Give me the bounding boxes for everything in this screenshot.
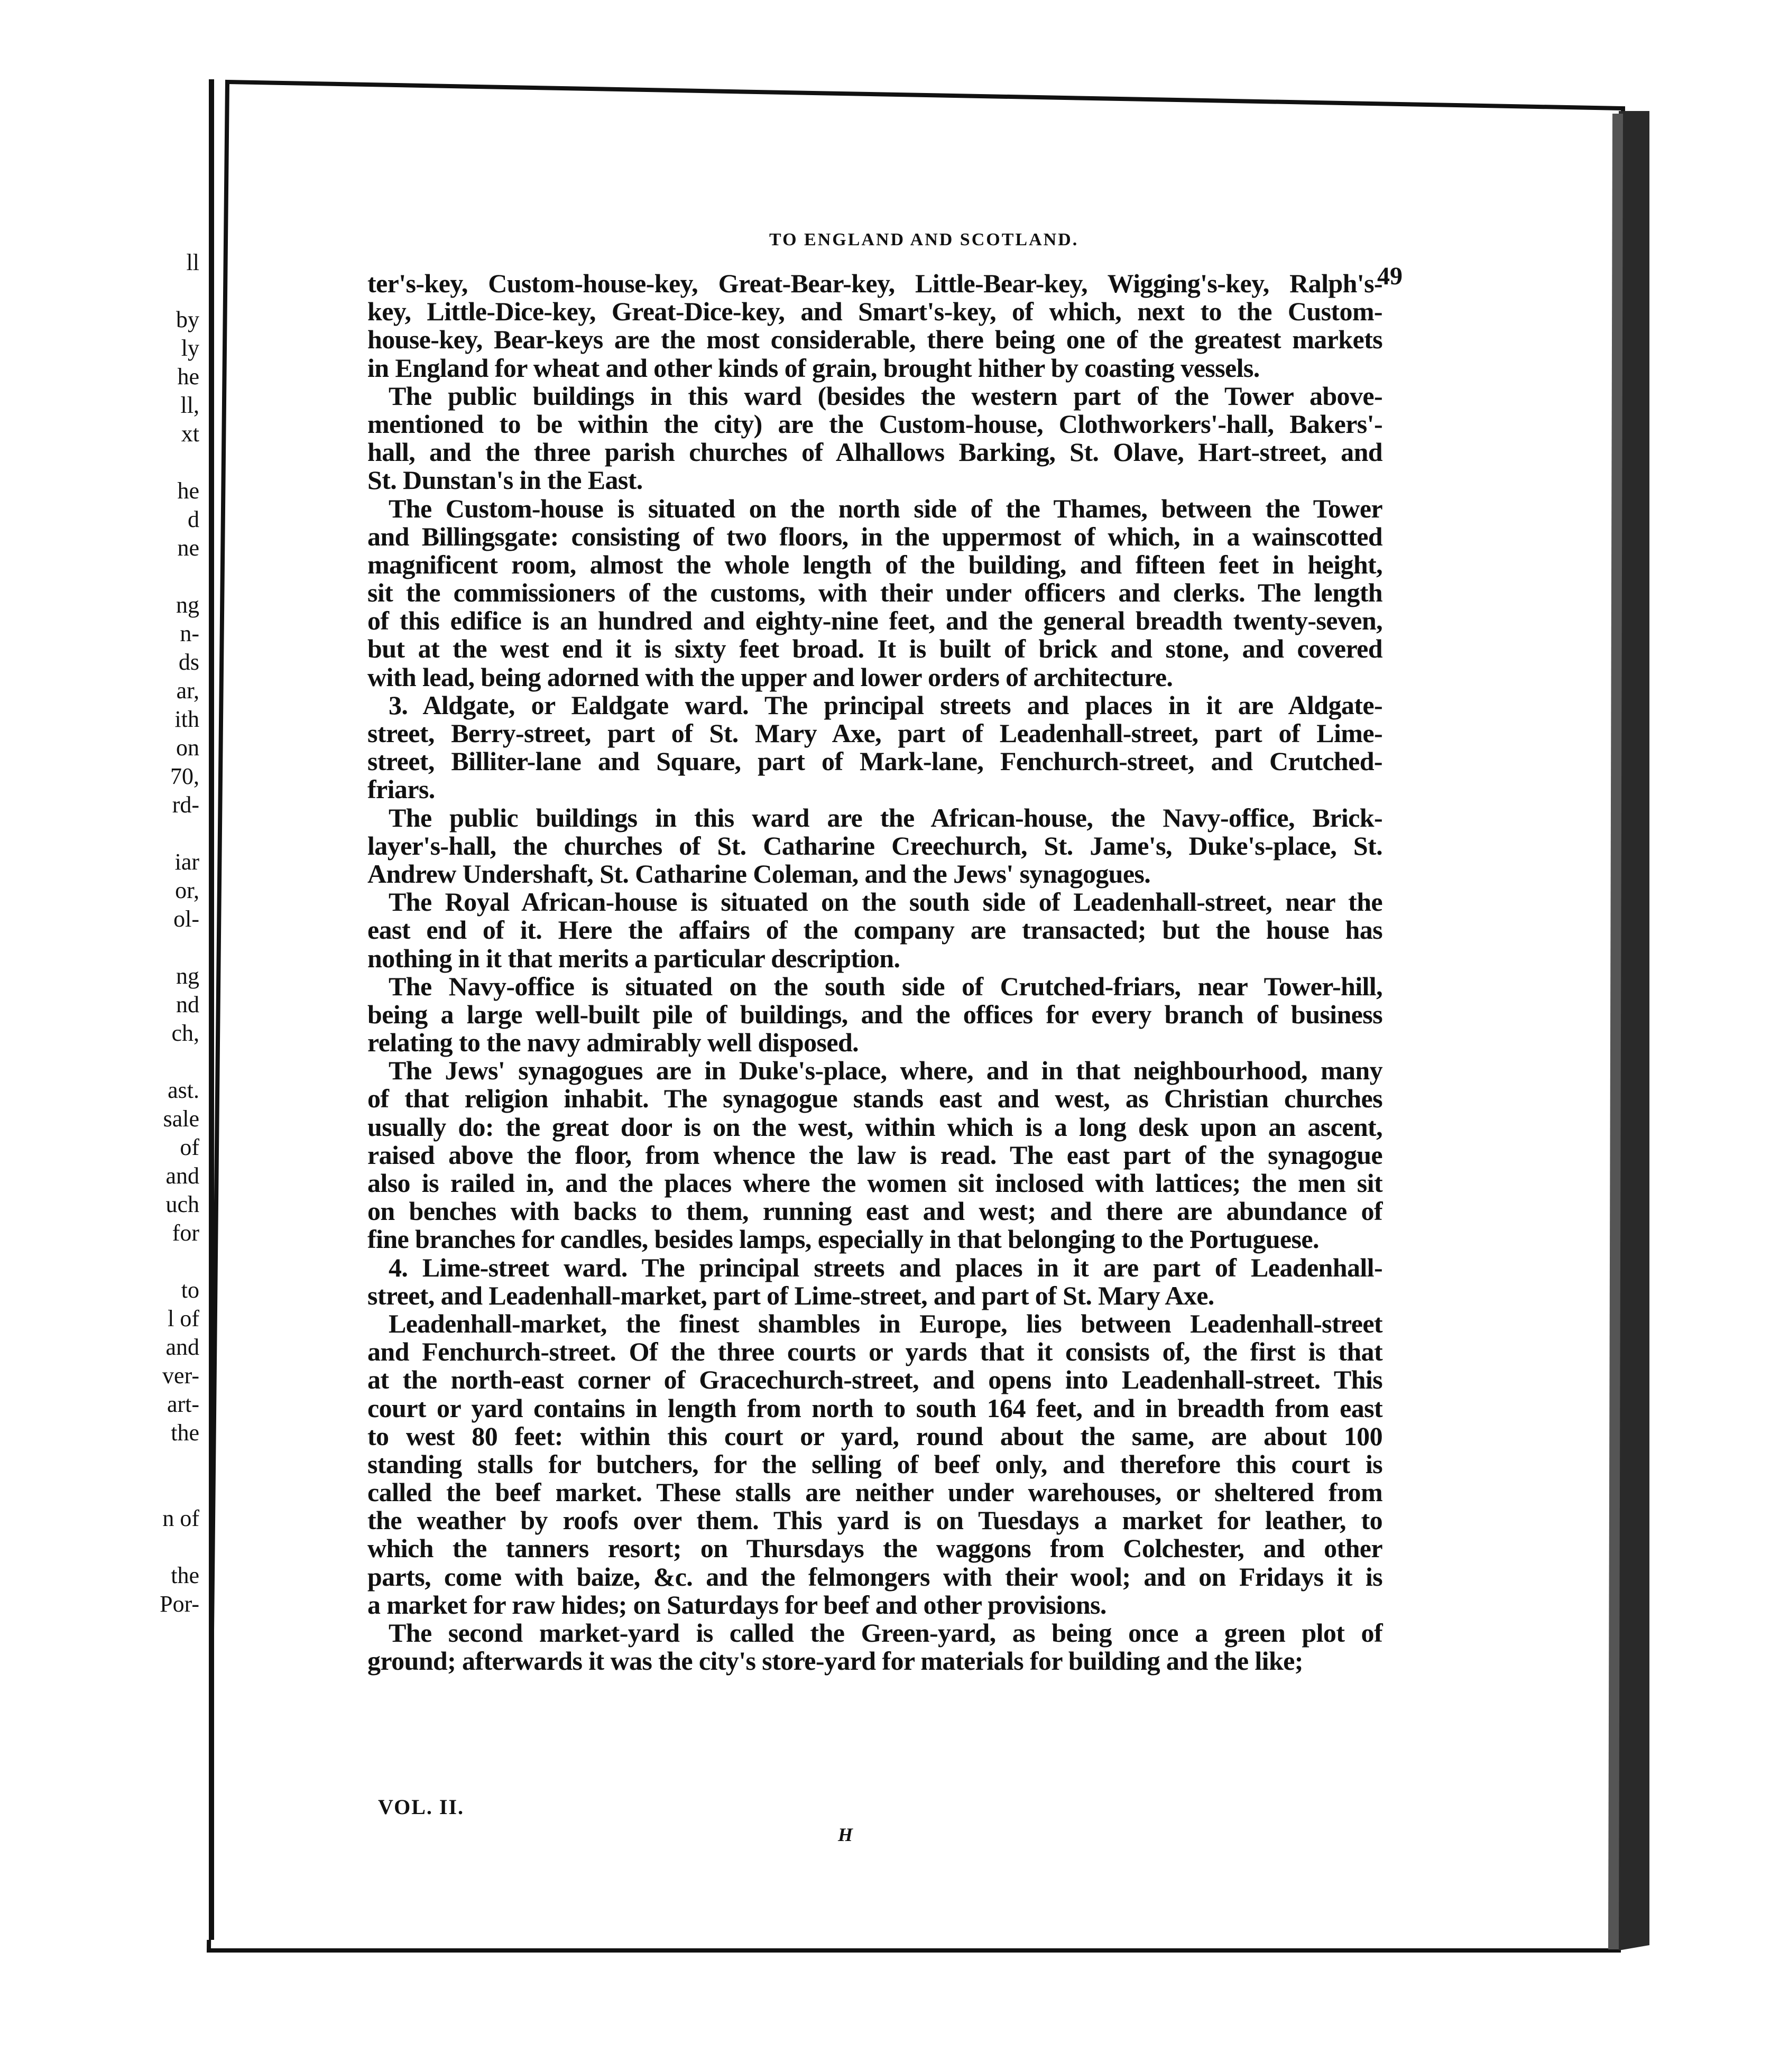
left-fragment: ch, (171, 1020, 199, 1046)
left-fragment: ll (186, 249, 199, 275)
text-line: The public buildings in this ward are the African-house, the Navy-office, Brick- (389, 802, 1382, 832)
text-line: on benches with backs to them, running east and west; and there are abundance of (367, 1196, 1382, 1226)
left-fragment: of (180, 1134, 199, 1160)
left-fragment: for (172, 1220, 199, 1246)
left-fragment (136, 1247, 199, 1276)
text-line: ground; afterwards it was the city's store-yard for materials for building and the like; (367, 1646, 1303, 1676)
left-fragment: 70, (170, 763, 199, 789)
text-line: being a large well-built pile of buildings, and the offices for every branch of business (367, 999, 1382, 1029)
left-fragment: ar, (176, 678, 199, 704)
left-fragment: rd- (172, 792, 199, 818)
left-fragment: xt (181, 421, 199, 447)
left-page-fragments (136, 248, 199, 1618)
left-fragment: nd (176, 992, 199, 1018)
text-line: and Billingsgate: consisting of two floors, in the uppermost of which, in a wainscotted (367, 521, 1382, 551)
text-line: raised above the floor, from whence the law is read. The east part of the synagogue (367, 1140, 1382, 1170)
left-fragment (136, 1476, 199, 1504)
volume-signature: VOL. II. (378, 1795, 465, 1819)
text-line: Andrew Undershaft, St. Catharine Coleman, and the Jews' synagogues. (367, 858, 1151, 889)
text-line: sit the commissioners of the customs, with their under officers and clerks. The length (367, 578, 1382, 608)
text-line: of that religion inhabit. The synagogue stands east and west, as Christian churches (367, 1084, 1382, 1114)
left-fragment: ast. (168, 1077, 199, 1103)
left-fragment: ver- (162, 1363, 199, 1389)
left-fragment: or, (175, 877, 199, 903)
book-page (209, 79, 1620, 1950)
text-line: called the beef market. These stalls are neither under warehouses, or sheltered from (367, 1477, 1382, 1507)
left-fragment (136, 1447, 199, 1476)
text-line: key, Little-Dice-key, Great-Dice-key, and Smart's-key, of which, next to the Custom- (367, 297, 1382, 327)
text-line: Leadenhall-market, the finest shambles in Europe, lies between Leadenhall-street (389, 1308, 1382, 1338)
left-fragment: ne (177, 535, 199, 561)
text-line: layer's-hall, the churches of St. Catharine Creechurch, St. Jame's, Duke's-place, St. (367, 830, 1382, 861)
left-fragment: he (177, 478, 199, 504)
text-line: magnificent room, almost the whole length of the building, and fifteen feet in height, (367, 549, 1382, 579)
text-line: east end of it. Here the affairs of the company are transacted; but the house has (367, 915, 1382, 945)
text-line: The Custom-house is situated on the north side of the Thames, between the Tower (389, 493, 1382, 523)
text-line: but at the west end it is sixty feet broad. It is built of brick and stone, and covered (367, 634, 1382, 664)
text-line: at the north-east corner of Gracechurch-street, and opens into Leadenhall-street. This (367, 1365, 1382, 1395)
text-line: street, and Leadenhall-market, part of Lime-street, and part of St. Mary Axe. (367, 1280, 1214, 1310)
left-fragment: ng (176, 592, 199, 618)
text-line: hall, and the three parish churches of Alhallows Barking, St. Olave, Hart-street, and (367, 437, 1382, 467)
left-fragment: d (188, 506, 199, 532)
left-fragment: art- (167, 1391, 199, 1417)
text-line: house-key, Bear-keys are the most considerable, there being one of the greatest markets (367, 325, 1382, 355)
left-fragment: ith (174, 706, 199, 732)
left-fragment (136, 562, 199, 591)
text-line: The Navy-office is situated on the south side of Crutched-friars, near Tower-hill, (389, 971, 1382, 1001)
left-fragment: ly (181, 335, 199, 361)
left-fragment (136, 1048, 199, 1076)
text-line: in England for wheat and other kinds of grain, brought hither by coasting vessels. (367, 353, 1260, 383)
left-fragment: ng (176, 963, 199, 989)
text-line: to west 80 feet: within this court or yard, round about the same, are about 100 (367, 1421, 1382, 1451)
left-fragment: n- (180, 621, 199, 646)
left-fragment: ds (178, 649, 199, 675)
adjacent-left-page (0, 79, 214, 1940)
left-fragment: to (181, 1277, 199, 1303)
left-fragment: on (176, 735, 199, 761)
left-fragment: ll, (180, 392, 199, 418)
text-line: usually do: the great door is on the west, within which is a long desk upon an ascent, (367, 1112, 1382, 1142)
text-line: 3. Aldgate, or Ealdgate ward. The principal streets and places in it are Aldgate- (389, 690, 1382, 720)
text-line: 4. Lime-street ward. The principal streets and places in it are part of Leadenhall- (389, 1252, 1382, 1282)
left-fragment (136, 819, 199, 848)
text-line: The Jews' synagogues are in Duke's-place, where, and in that neighbourhood, many (389, 1056, 1382, 1086)
left-fragment: Por- (160, 1591, 199, 1617)
left-fragment: n of (162, 1505, 199, 1531)
left-fragment (136, 448, 199, 477)
left-fragment (136, 277, 199, 306)
left-fragment: and (165, 1334, 199, 1360)
left-fragment: ol- (173, 906, 199, 932)
text-line: parts, come with baize, &c. and the felmongers with their wool; and on Fridays it is (367, 1561, 1382, 1592)
text-line: which the tanners resort; on Thursdays the waggons from Colchester, and other (367, 1533, 1382, 1564)
text-line: also is railed in, and the places where the women sit inclosed with lattices; the men sit (367, 1168, 1382, 1198)
text-line: and Fenchurch-street. Of the three courts or yards that it consists of, the first is that (367, 1337, 1382, 1367)
book-edge-shadow (1619, 111, 1649, 1950)
text-line: a market for raw hides; on Saturdays for beef and other provisions. (367, 1589, 1106, 1620)
running-head: TO ENGLAND AND SCOTLAND. (769, 230, 1079, 249)
left-fragment (136, 933, 199, 962)
text-line: with lead, being adorned with the upper and lower orders of architecture. (367, 662, 1173, 692)
left-fragment (136, 1533, 199, 1561)
text-line: of this edifice is an hundred and eighty-nine feet, and the general breadth twenty-seven, (367, 606, 1382, 636)
left-fragment: and (165, 1163, 199, 1189)
left-fragment: sale (163, 1106, 199, 1132)
text-line: street, Billiter-lane and Square, part of Mark-lane, Fenchurch-street, and Crutched- (367, 746, 1382, 776)
text-line: court or yard contains in length from north to south 164 feet, and in breadth from east (367, 1393, 1382, 1423)
text-line: the weather by roofs over them. This yard is on Tuesdays a market for leather, to (367, 1505, 1382, 1536)
text-line: St. Dunstan's in the East. (367, 465, 643, 495)
left-fragment: the (171, 1562, 199, 1588)
page-number: 49 (1377, 262, 1403, 290)
left-fragment: uch (165, 1191, 199, 1217)
body-text (367, 270, 1382, 1675)
left-fragment: by (176, 307, 199, 332)
sheet-mark: H (838, 1824, 853, 1845)
text-line: nothing in it that merits a particular description. (367, 943, 900, 973)
text-line: relating to the navy admirably well disposed. (367, 1028, 859, 1058)
text-line: street, Berry-street, part of St. Mary Axe, part of Leadenhall-street, part of Lime- (367, 718, 1382, 748)
text-line: The Royal African-house is situated on the south side of Leadenhall-street, near the (389, 887, 1382, 917)
text-line: mentioned to be within the city) are the Custom-house, Clothworkers'-hall, Bakers'- (367, 409, 1382, 439)
text-line: The second market-yard is called the Green-yard, as being once a green plot of (389, 1618, 1382, 1648)
left-fragment: iar (174, 849, 199, 875)
text-line: fine branches for candles, besides lamps, especially in that belonging to the Portuguese. (367, 1224, 1319, 1254)
left-fragment: he (177, 364, 199, 390)
left-fragment: the (171, 1420, 199, 1446)
text-line: ter's-key, Custom-house-key, Great-Bear-key, Little-Bear-key, Wigging's-key, Ralph's- (367, 269, 1382, 298)
left-fragment: l of (168, 1306, 199, 1331)
text-line: standing stalls for butchers, for the selling of beef only, and therefore this court is (367, 1449, 1382, 1479)
text-line: friars. (367, 774, 435, 804)
text-line: The public buildings in this ward (besides the western part of the Tower above- (389, 381, 1382, 411)
